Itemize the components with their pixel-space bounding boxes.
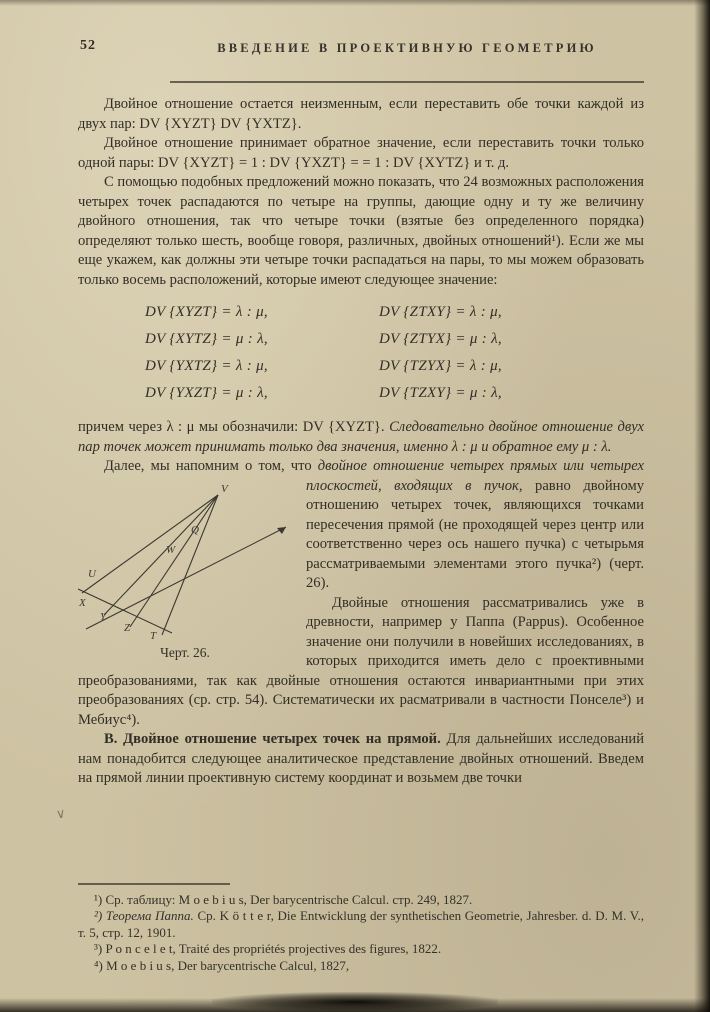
page-number: 52 (80, 38, 96, 53)
paragraph-1-text: Двойное отношение остается неизменным, если переставить обе точки каждой из двух пар: DV {XYZT} DV {YXTZ}. (78, 96, 644, 132)
footnote-section (78, 883, 644, 982)
footnote-1-text: ¹) Ср. таблицу: M o e b i u s, Der barycentrische Calcul. стр. 249, 1827. (94, 891, 473, 907)
paragraph-1 (78, 95, 644, 134)
formula-row (78, 326, 644, 353)
footnote-2-lead: ²) Теорема Паппа. (94, 908, 198, 923)
formula: DV {XYTZ} = μ : λ, (145, 331, 268, 347)
paragraph-4 (78, 418, 644, 457)
formula-block (78, 299, 644, 407)
paragraph-5-italic: двойное отношение четырех прямых или четырех плоскостей, входящих в пучок, (306, 458, 644, 494)
paragraph-5-text-2: равно (522, 477, 571, 494)
footnote-4-text: ⁴) M o e b i u s, Der barycentrische Calcul, 1827, (94, 957, 350, 973)
margin-pencil-mark: ∨ (54, 805, 67, 822)
scan-edge-top (0, 0, 710, 6)
scan-edge-bottom (0, 998, 710, 1012)
running-title: ВВЕДЕНИЕ В ПРОЕКТИВНУЮ ГЕОМЕТРИЮ (217, 41, 597, 55)
footnote-2 (78, 908, 644, 941)
figure-label-x: X (79, 596, 86, 609)
footnote-rule (78, 883, 230, 885)
paragraph-7 (78, 730, 644, 789)
paragraph-5-text: Далее, мы напомним о том, что (104, 458, 318, 474)
footnote-1 (78, 892, 644, 909)
figure-label-q: Q (191, 523, 199, 536)
formula: DV {YXTZ} = λ : μ, (145, 358, 268, 374)
paragraph-5-text-3: двойному отношению четырех точек, являющихся точками пересечения прямой (не проходящей через центр или соответственно через ось нашего пучка) с четырьмя рассматриваемыми элементами этого пучка²) (черт. 26). (306, 477, 645, 591)
paragraph-6-text: Двойные отношения рассматривались уже в древности, например у Паппа (Pappus). Особенное значение они получили в новейших исследованиях, в которых приходится иметь дело с проективными преобразованиями, так как двойные отношения остаются инвариантными при этих преобразованиях (ср. стр. 54). Систематически их расматривали в частности Понселе³) и Мебиус⁴). (78, 594, 644, 728)
formula-row (78, 299, 644, 326)
figure-caption: Черт. 26. (160, 644, 210, 660)
page-content (78, 95, 644, 789)
footnote-4 (78, 958, 644, 975)
footnote-2-text: Ср. K ö t t e r, Die Entwicklung der synthetischen Geometrie, Jahresber. d. D. M. V., т. 5, стр. 12, 1901. (78, 908, 645, 940)
formula: DV {TZYX} = λ : μ, (379, 358, 502, 374)
formula: DV {TZXY} = μ : λ, (379, 385, 502, 401)
paragraph-4-italic: Следовательно двойное отношение двух пар точек может принимать только два значения, именно λ : μ и обратное ему μ : λ. (78, 419, 645, 455)
figure-label-y: Y (100, 610, 107, 623)
figure-label-v: V (221, 482, 228, 495)
figure-26-drawing (78, 481, 292, 641)
formula: DV {YXZT} = μ : λ, (145, 385, 268, 401)
paragraph-3-text: С помощью подобных предложений можно показать, что 24 возможных расположения четырех точек распадаются по четыре на группы, дающие одну и ту же величину двойного отношения, так что четыре точки (взятые без определенного порядка) определяют только шесть, вообще говоря, различных, двойных отношений¹). Если же мы еще укажем, как должны эти четыре точки распадаться на пары, то мы можем образовать только восемь расположений, которые имеют следующее значение: (78, 174, 644, 288)
paragraph-4-text: причем через λ : μ мы обозначили: DV {XYZT}. (78, 419, 390, 435)
formula: DV {ZTYX} = μ : λ, (379, 331, 502, 347)
figure-label-u: U (88, 567, 96, 580)
figure-26 (78, 481, 292, 663)
header-rule (170, 81, 644, 83)
formula: DV {ZTXY} = λ : μ, (379, 304, 502, 320)
figure-label-t: T (150, 629, 157, 641)
formula-row (78, 353, 644, 380)
formula-row (78, 380, 644, 407)
scan-binding-shadow (212, 992, 498, 1012)
paragraph-7-text: Для дальнейших исследований нам понадобится следующее аналитическое представление двойных отношений. Введем на прямой линии проективную систему координат и возьмем две точки (78, 731, 645, 786)
paragraph-2-text: Двойное отношение принимает обратное значение, если переставить точки только одной пары: DV {XYZT} = 1 : DV {YXZT} = = 1 : DV {XYTZ} и т. д. (78, 135, 644, 171)
scan-edge-right (694, 0, 710, 1012)
paragraph-2 (78, 134, 644, 173)
page-header (78, 38, 644, 58)
figure-label-w: W (166, 543, 176, 556)
paragraph-7-heading: В. Двойное отношение четырех точек на прямой. (104, 731, 441, 747)
figure-label-z: Z (124, 621, 131, 634)
footnote-3-text: ³) P o n c e l e t, Traité des propriétés projectives des figures, 1822. (94, 941, 442, 956)
footnote-3 (78, 941, 644, 958)
paragraph-5 (78, 457, 645, 660)
formula: DV {XYZT} = λ : μ, (145, 304, 268, 320)
paragraph-3 (78, 173, 644, 290)
